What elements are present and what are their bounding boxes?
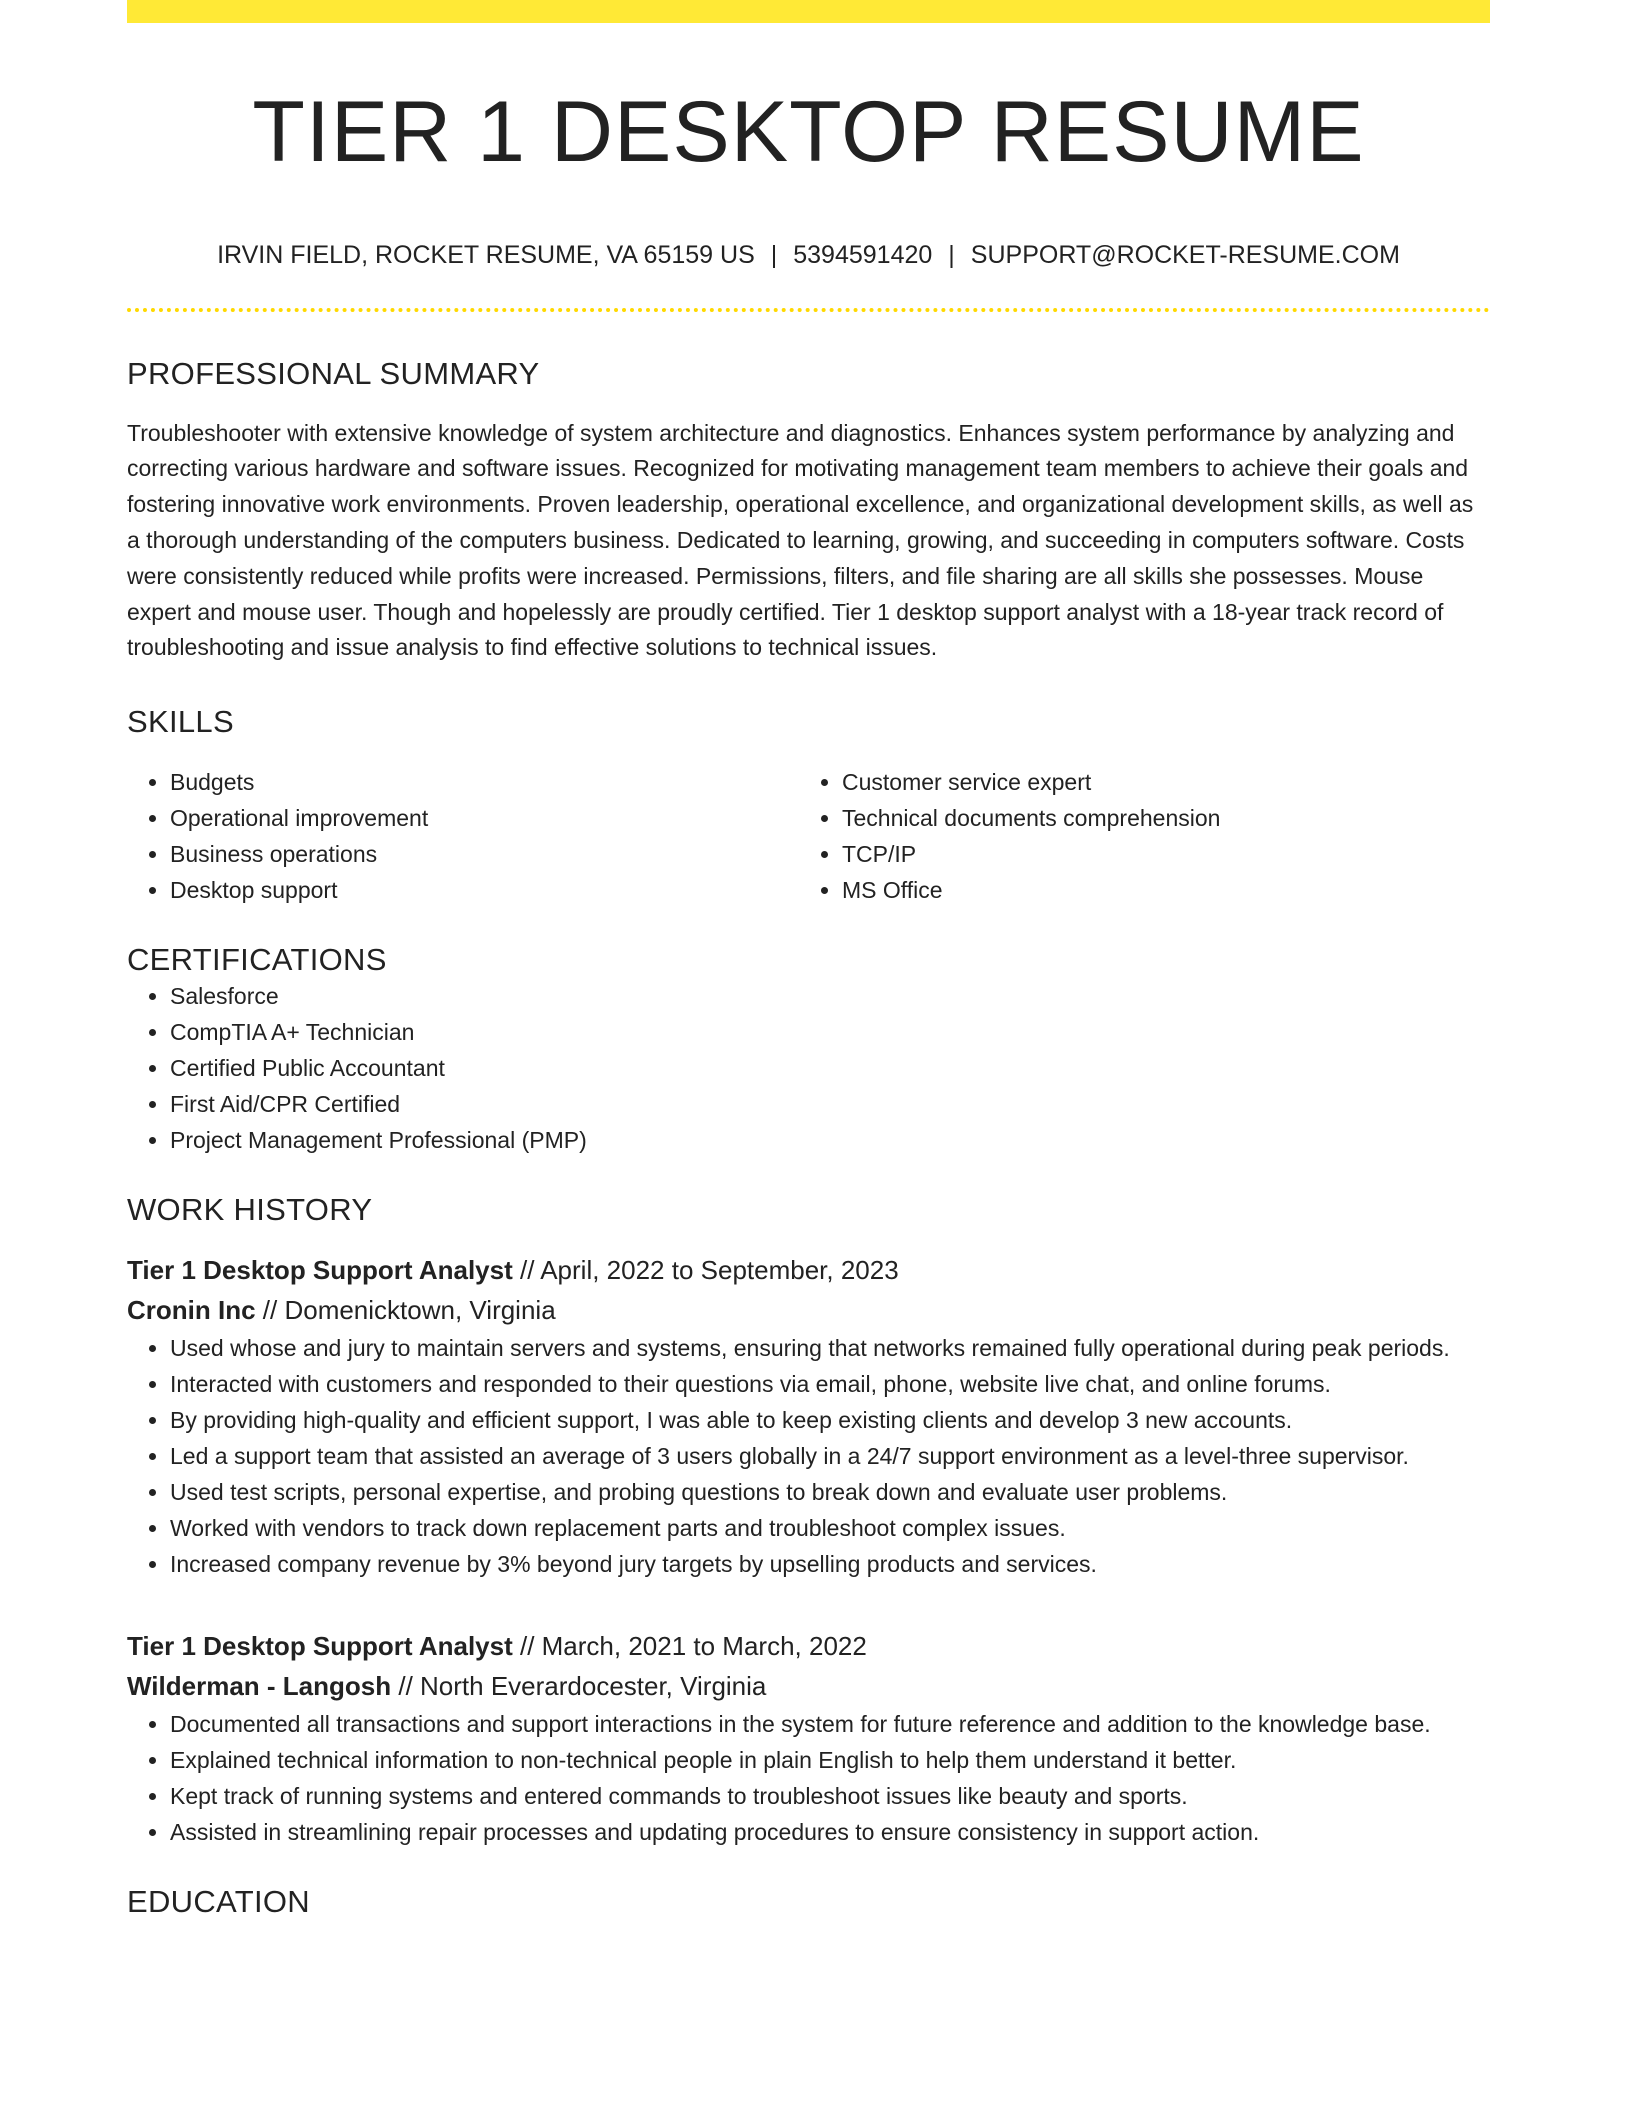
- contact-separator: |: [948, 240, 955, 269]
- certification-item: • Certified Public Accountant: [170, 1050, 1490, 1086]
- job-duty: • Documented all transactions and support interactions in the system for future reference and addition to the knowledge base.: [170, 1706, 1490, 1742]
- job-duty: • Led a support team that assisted an average of 3 users globally in a 24/7 support environment as a level-three supervisor.: [170, 1438, 1490, 1474]
- skill-item: • TCP/IP: [842, 836, 1471, 872]
- skill-item: • MS Office: [842, 872, 1471, 908]
- contact-email: SUPPORT@ROCKET-RESUME.COM: [970, 240, 1400, 269]
- certification-item: • Project Management Professional (PMP): [170, 1122, 1490, 1158]
- skill-item: • Operational improvement: [170, 800, 799, 836]
- job-company-line: [127, 1666, 1490, 1706]
- certification-item: • Salesforce: [170, 978, 1490, 1014]
- certification-item: • First Aid/CPR Certified: [170, 1086, 1490, 1122]
- job-duty: • Used test scripts, personal expertise, and probing questions to break down and evaluate user problems.: [170, 1474, 1490, 1510]
- summary-text: Troubleshooter with extensive knowledge of system architecture and diagnostics. Enhances system performance by analyzing and correcting various hardware and software issues. Recognized for motivating management team members to achieve their goals and fostering innovative work environments. Proven leadership, operational excellence, and organizational development skills, as well as a thorough understanding of the computers business. Dedicated to learning, growing, and succeeding in computers software. Costs were consistently reduced while profits were increased. Permissions, filters, and file sharing are all skills she possesses. Mouse expert and mouse user. Though and hopelessly are proudly certified. Tier 1 desktop support analyst with a 18-year track record of troubleshooting and issue analysis to find effective solutions to technical issues.: [127, 419, 1474, 661]
- work-history-heading: WORK HISTORY: [127, 1192, 373, 1228]
- skills-list-right: [799, 764, 1471, 908]
- certifications-list: [127, 978, 1490, 1158]
- education-heading: EDUCATION: [127, 1884, 310, 1920]
- job-duties-list: [127, 1330, 1490, 1582]
- certifications-heading: CERTIFICATIONS: [127, 942, 387, 978]
- job-title: Tier 1 Desktop Support Analyst: [127, 1631, 513, 1662]
- job-entry: [127, 1626, 1490, 1850]
- certification-item: • CompTIA A+ Technician: [170, 1014, 1490, 1050]
- job-location: // North Everardocester, Virginia: [391, 1671, 767, 1702]
- skills-heading: SKILLS: [127, 704, 234, 740]
- job-dates: // April, 2022 to September, 2023: [512, 1255, 899, 1286]
- contact-phone: 5394591420: [793, 240, 933, 269]
- job-duty: • Assisted in streamlining repair processes and updating procedures to ensure consistency in support action.: [170, 1814, 1490, 1850]
- skill-item: • Desktop support: [170, 872, 799, 908]
- job-duty: • Interacted with customers and responded to their questions via email, phone, website live chat, and online forums.: [170, 1366, 1490, 1402]
- job-title-line: [127, 1250, 1490, 1290]
- resume-content: [127, 23, 1490, 1920]
- job-duty: • Kept track of running systems and entered commands to troubleshoot issues like beauty and sports.: [170, 1778, 1490, 1814]
- job-dates: // March, 2021 to March, 2022: [512, 1631, 867, 1662]
- contact-separator: |: [770, 240, 778, 269]
- job-duty: • Increased company revenue by 3% beyond jury targets by upselling products and services.: [170, 1546, 1490, 1582]
- job-location: // Domenicktown, Virginia: [255, 1295, 556, 1326]
- skills-grid: [127, 764, 1490, 908]
- job-duties-list: [127, 1706, 1490, 1850]
- job-duty: • Explained technical information to non-technical people in plain English to help them understand it better.: [170, 1742, 1490, 1778]
- resume-title: TIER 1 DESKTOP RESUME: [252, 84, 1365, 180]
- job-title-line: [127, 1626, 1490, 1666]
- skills-list-left: [127, 764, 799, 908]
- contact-address: IRVIN FIELD, ROCKET RESUME, VA 65159 US: [217, 240, 755, 269]
- contact-line: [127, 240, 1490, 270]
- dotted-divider: [127, 308, 1490, 312]
- skill-item: • Technical documents comprehension: [842, 800, 1471, 836]
- job-duty: • Used whose and jury to maintain servers and systems, ensuring that networks remained fully operational during peak periods.: [170, 1330, 1490, 1366]
- job-company: Wilderman - Langosh: [127, 1671, 392, 1702]
- summary-heading: PROFESSIONAL SUMMARY: [127, 355, 540, 391]
- job-title: Tier 1 Desktop Support Analyst: [127, 1255, 513, 1286]
- job-company: Cronin Inc: [127, 1295, 256, 1326]
- job-company-line: [127, 1290, 1490, 1330]
- accent-bar: [127, 0, 1490, 23]
- job-duty: • Worked with vendors to track down replacement parts and troubleshoot complex issues.: [170, 1510, 1490, 1546]
- job-entry: [127, 1250, 1490, 1582]
- skill-item: • Business operations: [170, 836, 799, 872]
- skill-item: • Customer service expert: [842, 764, 1471, 800]
- job-duty: • By providing high-quality and efficient support, I was able to keep existing clients and develop 3 new accounts.: [170, 1402, 1490, 1438]
- skill-item: • Budgets: [170, 764, 799, 800]
